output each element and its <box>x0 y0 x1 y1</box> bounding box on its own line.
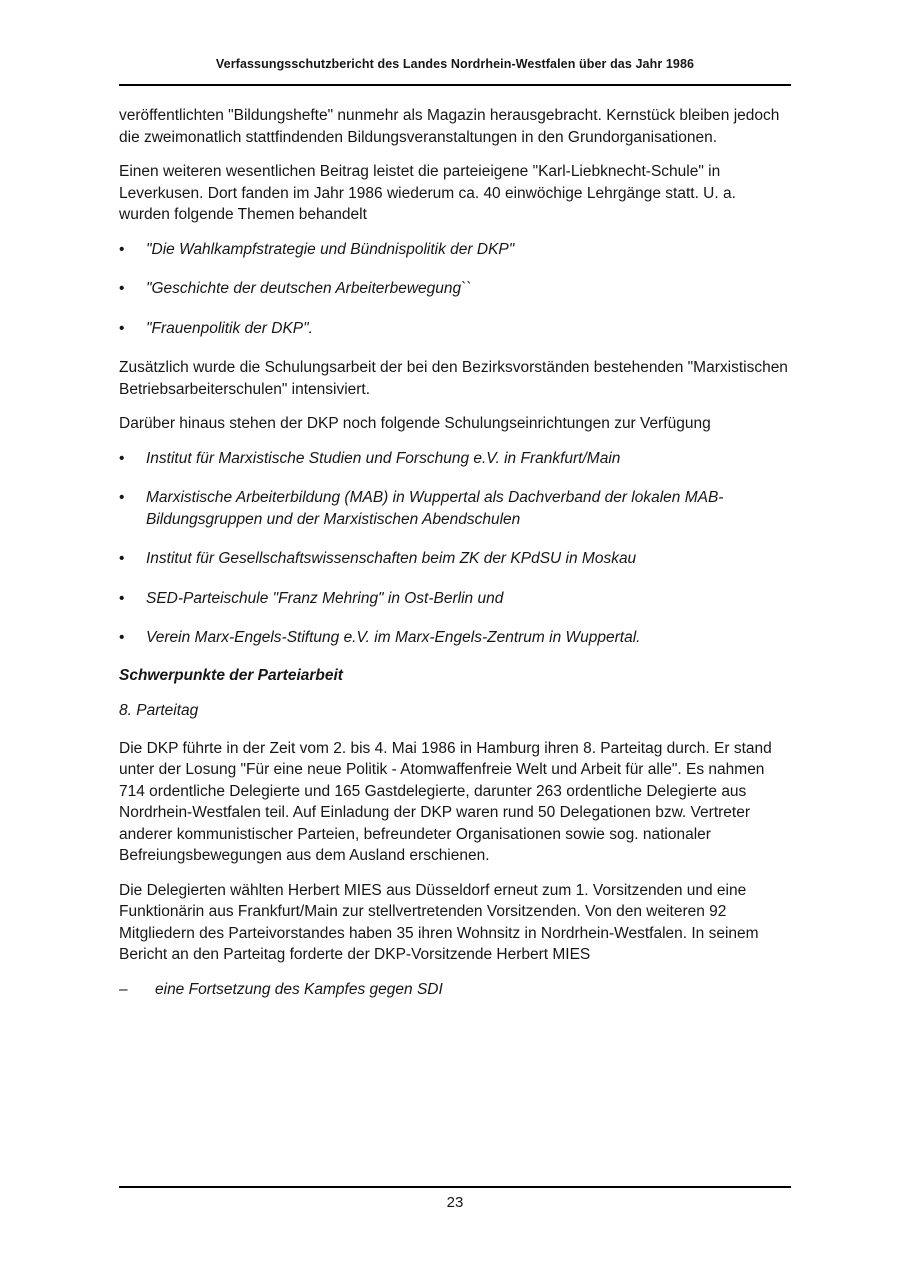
list-item-text: Verein Marx-Engels-Stiftung e.V. im Marx-Engels-Zentrum in Wuppertal. <box>146 629 641 646</box>
institutions-list <box>119 448 791 649</box>
list-item <box>119 318 791 340</box>
list-item-text: Marxistische Arbeiterbildung (MAB) in Wuppertal als Dachverband der lokalen MAB-Bildungsgruppen und der Marxistischen Abendschulen <box>146 489 724 528</box>
page-number: 23 <box>446 1194 464 1211</box>
text-column <box>119 0 791 1018</box>
list-item <box>119 487 791 530</box>
list-item <box>119 239 791 261</box>
list-item <box>119 448 791 470</box>
report-title: Verfassungsschutzbericht des Landes Nordrhein-Westfalen über das Jahr 1986 <box>215 57 695 71</box>
bullet-glyph: • <box>119 449 125 467</box>
bullet-glyph: • <box>119 240 125 258</box>
footer-rule <box>119 1186 791 1188</box>
bullet-glyph: • <box>119 280 125 297</box>
paragraph-schulungsarbeit: Zusätzlich wurde die Schulungsarbeit der bei den Bezirksvorständen bestehenden "Marxistischen Betriebsarbeiterschulen" intensiviert. <box>119 359 788 398</box>
section-heading-schwerpunkte: Schwerpunkte der Parteiarbeit <box>119 666 343 684</box>
list-item-text: Institut für Gesellschaftswissenschaften beim ZK der KPdSU in Moskau <box>146 550 637 567</box>
bullet-glyph: • <box>119 319 125 337</box>
list-item <box>119 278 791 300</box>
dash-glyph: – <box>119 980 128 998</box>
list-item <box>119 588 791 610</box>
list-item <box>119 627 791 649</box>
list-item-text: "Frauenpolitik der DKP". <box>146 319 313 337</box>
header-rule <box>119 84 791 86</box>
list-item-text: "Geschichte der deutschen Arbeiterbewegung`` <box>146 280 472 297</box>
list-item-text: Institut für Marxistische Studien und Forschung e.V. in Frankfurt/Main <box>146 449 621 467</box>
list-item <box>119 548 791 570</box>
list-item-text: eine Fortsetzung des Kampfes gegen SDI <box>155 980 443 998</box>
bullet-glyph: • <box>119 629 125 646</box>
page-footer <box>119 1186 791 1211</box>
bullet-glyph: • <box>119 589 125 607</box>
list-item-text: SED-Parteischule "Franz Mehring" in Ost-Berlin und <box>146 589 504 607</box>
list-item-text: "Die Wahlkampfstrategie und Bündnispolitik der DKP" <box>146 240 515 258</box>
paragraph-bildungshefte: veröffentlichten "Bildungshefte" nunmehr als Magazin herausgebracht. Kernstück bleiben jedoch die zweimonatlich stattfindenden Bildungsveranstaltungen in den Grundorganisationen. <box>119 107 780 146</box>
dash-list-item <box>119 979 791 1001</box>
paragraph-karl-liebknecht-schule: Einen weiteren wesentlichen Beitrag leistet die parteieigene "Karl-Liebknecht-Schule" in Leverkusen. Dort fanden im Jahr 1986 wiederum ca. 40 einwöchige Lehrgänge statt. U. a. wurden folgende Themen behandelt <box>119 163 736 223</box>
paragraph-parteitag: Die DKP führte in der Zeit vom 2. bis 4. Mai 1986 in Hamburg ihren 8. Parteitag durch. Er stand unter der Losung "Für eine neue Politik - Atomwaffenfreie Welt und Arbeit für alle". Es nahmen 714 ordentliche Delegierte und 165 Gastdelegierte, darunter 263 ordentliche Delegierte aus Nordrhein-Westfalen teil. Auf Einladung der DKP waren rund 50 Delegationen bzw. Vertreter anderer kommunistischer Parteien, befreundeter Organisationen sowie sog. nationaler Befreiungsbewegungen aus dem Ausland erschienen. <box>119 739 772 864</box>
themes-list <box>119 239 791 340</box>
paragraph-mies: Die Delegierten wählten Herbert MIES aus Düsseldorf erneut zum 1. Vorsitzenden und eine Funktionärin aus Frankfurt/Main zur stellvertretenden Vorsitzenden. Von den weiteren 92 Mitgliedern des Parteivorstandes haben 35 ihren Wohnsitz in Nordrhein-Westfalen. In seinem Bericht an den Parteitag forderte der DKP-Vorsitzende Herbert MIES <box>119 881 759 963</box>
paragraph-schulungseinrichtungen: Darüber hinaus stehen der DKP noch folgende Schulungseinrichtungen zur Verfügung <box>119 415 711 432</box>
subsection-heading-parteitag: 8. Parteitag <box>119 701 199 719</box>
bullet-glyph: • <box>119 550 125 567</box>
bullet-glyph: • <box>119 489 125 506</box>
